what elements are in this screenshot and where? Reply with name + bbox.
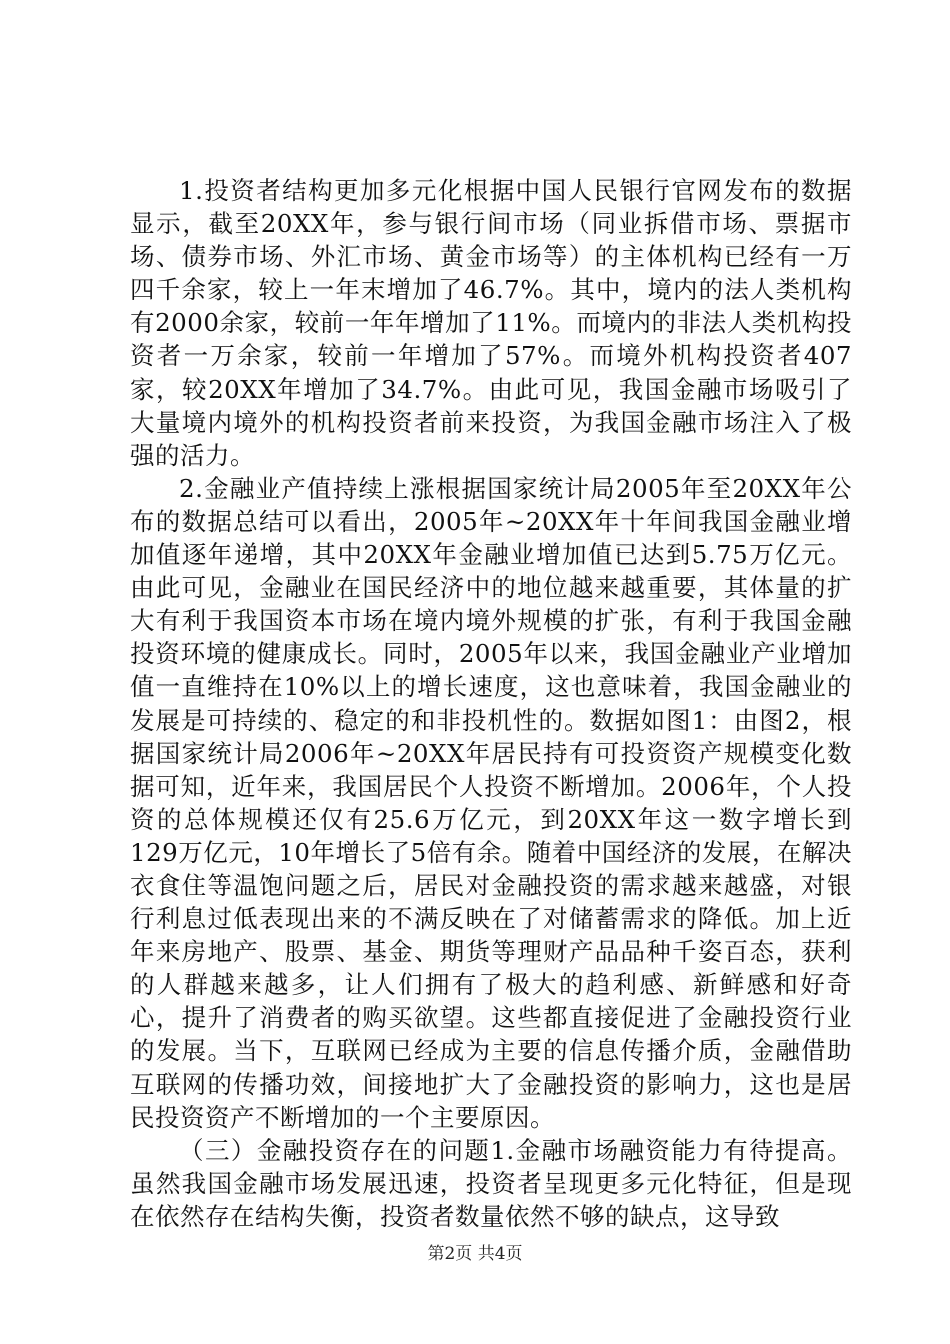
- page-number-footer: 第2页 共4页: [427, 1244, 523, 1264]
- paragraph-financial-output: 2.金融业产值持续上涨根据国家统计局2005年至20XX年公布的数据总结可以看出，2005年~20XX年十年间我国金融业增加值逐年递增，其中20XX年金融业增加值已达到5.75万亿元。由此可见，金融业在国民经济中的地位越来越重要，其体量的扩大有利于我国资本市场在境内境外规模的扩张，有利于我国金融投资环境的健康成长。同时，2005年以来，我国金融业产业增加值一直维持在10%以上的增长速度，这也意味着，我国金融业的发展是可持续的、稳定的和非投机性的。数据如图1：由图2，根据国家统计局2006年~20XX年居民持有可投资资产规模变化数据可知，近年来，我国居民个人投资不断增加。2006年，个人投资的总体规模还仅有25.6万亿元，到20XX年这一数字增长到129万亿元，10年增长了5倍有余。随着中国经济的发展，在解决衣食住等温饱问题之后，居民对金融投资的需求越来越盛，对银行利息过低表现出来的不满反映在了对储蓄需求的降低。加上近年来房地产、股票、基金、期货等理财产品品种千姿百态，获利的人群越来越多，让人们拥有了极大的趋利感、新鲜感和好奇心，提升了消费者的购买欲望。这些都直接促进了金融投资行业的发展。当下，互联网已经成为主要的信息传播介质，金融借助互联网的传播功效，间接地扩大了金融投资的影响力，这也是居民投资资产不断增加的一个主要原因。: [130, 473, 852, 1132]
- paragraph-investor-structure: 1.投资者结构更加多元化根据中国人民银行官网发布的数据显示，截至20XX年，参与银行间市场（同业拆借市场、票据市场、债券市场、外汇市场、黄金市场等）的主体机构已经有一万四千余家，较上一年末增加了46.7%。其中，境内的法人类机构有2000余家，较前一年年增加了11%。而境内的非法人类机构投资者一万余家，较前一年增加了57%。而境外机构投资者407家，较20XX年增加了34.7%。由此可见，我国金融市场吸引了大量境内境外的机构投资者前来投资，为我国金融市场注入了极强的活力。: [130, 176, 852, 470]
- document-body: [130, 174, 852, 1233]
- paragraph-investment-problems: （三）金融投资存在的问题1.金融市场融资能力有待提高。虽然我国金融市场发展迅速，投资者呈现更多元化特征，但是现在依然存在结构失衡，投资者数量依然不够的缺点，这导致: [130, 1135, 852, 1231]
